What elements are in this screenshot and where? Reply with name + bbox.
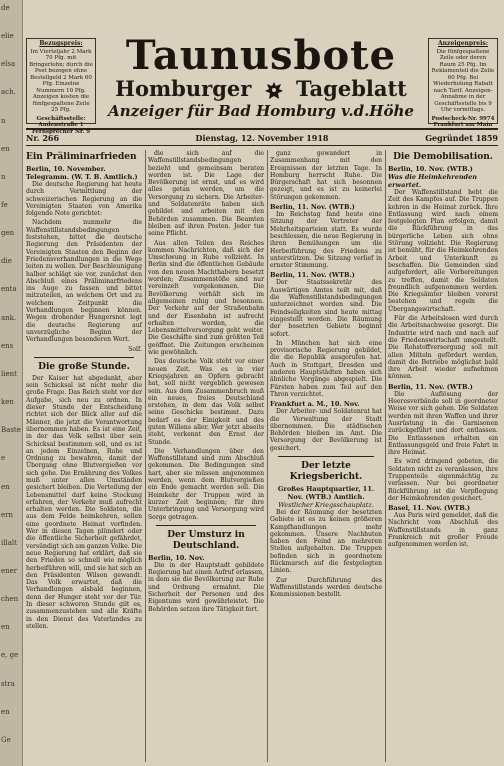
column-4 — [388, 150, 498, 762]
newspaper-title: Taunusbote — [125, 32, 397, 79]
article-paragraph: Bei der Räumung der besetzten Gebiete ist es zu keinen größeren Kampfhandlungen mehr gekommen. Unsere Nachhuten haben den Feind an mehreren Stellen aufgehalten. Die Truppen befinden sich in geordnetem Rückmarsch auf die festgelegten Linien. — [270, 508, 382, 575]
edge-fragment: n — [1, 172, 6, 181]
subtitle-left: Homburger — [115, 76, 252, 101]
column-3 — [270, 150, 382, 762]
edge-fragment: die — [1, 257, 12, 266]
founded-year: Gegründet 1859 — [425, 133, 498, 143]
article-headline: Der Umsturz in Deutschland. — [167, 529, 245, 551]
newspaper-subtitle — [102, 78, 420, 102]
article-separator — [278, 456, 374, 457]
article-headline: Ein Präliminarfrieden — [26, 152, 137, 162]
article-columns — [26, 150, 498, 762]
article-paragraph: Die Auflösung der Heeresverbände soll in geordneter Weise vor sich gehen. Die Soldaten werden mit ihren Waffen und ihrer Ausrüstung in die Garnisonen zurückgeführt und dort entlassen. Die Entlassenen erhalten ein Entlassungsgeld und freie Fahrt in ihre Heimat. — [388, 390, 498, 457]
edge-fragment: ener — [1, 566, 18, 575]
article-subheading: Westlicher Kriegsschauplatz. — [278, 500, 374, 509]
edge-fragment: lient — [1, 369, 17, 378]
article-dateline: Berlin, 11. Nov. (WTB.) — [270, 271, 355, 280]
article-paragraph: Die Verhandlungen über den Waffenstillstand sind zum Abschluß gekommen. Die Bedingungen sind hart, aber sie müssen angenommen werden, wenn dem Blutvergießen ein Ende gemacht werden soll. Die Heimkehr der Truppen wird in kurzer Zeit beginnen; für ihre Unterbringung und Versorgung wird Sorge getragen. — [148, 447, 264, 521]
article-headline: Der letzte Kriegsbericht. — [289, 460, 363, 482]
article-paragraph: Es wird dringend gebeten, die Soldaten nicht zu veranlassen, ihre Truppenteile eigenmächtig zu verlassen. Nur bei geordneter Rückführung ist die Verpflegung der Heimkehrenden gesichert. — [388, 458, 498, 502]
edge-fragment: ens — [1, 341, 14, 350]
article-paragraph: Die in der Hauptstadt gebildete Regierung hat einen Aufruf erlassen, in dem sie die Bevölkerung zur Ruhe und Ordnung ermahnt. Die Sicherheit der Personen und des Eigentums wird gewährleistet. Die Behörden setzen ihre Tätigkeit fort. — [148, 561, 264, 613]
edge-fragment: ken — [1, 398, 14, 407]
advertising-price-box — [428, 38, 498, 128]
masthead — [26, 30, 498, 135]
article-headline: Die große Stunde. — [38, 361, 130, 372]
postal-account: Postscheck-Nr. 9974 Frankfurt am Main — [431, 115, 495, 128]
article-subheading: Was die Heimkehrenden erwartet. — [388, 173, 477, 189]
eagle-crest-icon — [263, 80, 285, 102]
article-dateline: Frankfurt a. M., 10. Nov. — [270, 400, 360, 409]
edge-fragment: n — [1, 116, 6, 125]
edge-fragment: fe — [1, 201, 8, 210]
article-headline: Die Demobilisation. — [393, 152, 493, 162]
title-block — [102, 30, 420, 128]
column-rule — [145, 150, 146, 762]
edge-fragment: Ge — [1, 735, 11, 744]
previous-page-edge — [0, 0, 23, 766]
edge-fragment: en — [1, 707, 10, 716]
article-paragraph: Im Reichstag fand heute eine Sitzung der Vertreter der Mehrheitsparteien statt. Es wurde beschlossen, die neue Regierung in ihren Bemühungen um die Herbeiführung des Friedens zu unterstützen. Die Sitzung verlief in ernster Stimmung. — [270, 211, 382, 270]
article-paragraph: Der Staatssekretär des Auswärtigen Amtes teilt mit, daß die Waffenstillstandsbedingungen unterzeichnet worden sind. Die Feindseligkeiten sind heute mittag eingestellt worden. Die Räumung der besetzten Gebiete beginnt sofort. — [270, 279, 382, 338]
subtitle-right: Tageblatt — [295, 76, 407, 101]
article-dateline: Berlin, 11. Nov. (WTB.) — [270, 203, 355, 212]
article-paragraph: Der Kaiser hat abgedankt, aber sein Schicksal ist nicht mehr die große Frage. Das Reich steht vor der Aufgabe, sich neu zu ordnen. In dieser Stunde der Entscheidung richtet sich der Blick aller auf die Männer, die jetzt die Verantwortung übernommen haben. Es ist eine Zeit, in der das Volk selbst über sein Schicksal bestimmen soll, und es ist an jedem Einzelnen, Ruhe und Ordnung zu bewahren, damit der Übergang ohne Blutvergießen vor sich gehe. Die Ernährung des Volkes muß unter allen Umständen gesichert bleiben. Die Verteilung der Lebensmittel darf keine Stockung erfahren, der Verkehr muß aufrecht erhalten werden. Die Soldaten, die aus dem Felde heimkehren, sollen eine geordnete Heimat vorfinden. Wer in diesen Tagen plündert oder die öffentliche Sicherheit gefährdet, versündigt sich am ganzen Volke. Die neue Regierung hat erklärt, daß sie den Frieden so schnell wie möglich herbeiführen will, und sie hat sich an den Präsidenten Wilson gewandt. Das Volk erwartet, daß die Verhandlungen alsbald beginnen, denn der Hunger steht vor der Tür. In dieser schweren Stunde gilt es, zusammenzustehen und alle Kräfte in den Dienst des Vaterlandes zu stellen. — [26, 374, 142, 630]
article-paragraph: die sich auf die Waffenstillstandsbedingungen bezieht und gemeinsam beraten worden ist. Die Lage der Bevölkerung ist ernst, und es wird alles getan werden, um die Versorgung zu sichern. Die Arbeiter- und Soldatenräte haben sich gebildet und arbeiten mit den Behörden zusammen. Die Beamten bleiben auf ihren Posten. Jeder tue seine Pflicht. — [148, 150, 264, 238]
edge-fragment: stra — [1, 679, 15, 688]
article-paragraph: In München hat sich eine provisorische Regierung gebildet, die die Republik ausgerufen hat. Auch in Stuttgart, Dresden und anderen Hauptstädten haben sich ähnliche Vorgänge abgespielt. Die Fürsten haben zum Teil auf den Thron verzichtet. — [270, 339, 382, 398]
edge-fragment: illalt — [1, 538, 17, 547]
advertising-price-title: Anzeigenpreis: — [438, 40, 488, 47]
issue-date: Dienstag, 12. November 1918 — [195, 133, 329, 143]
edge-fragment: ank. — [1, 313, 17, 322]
article-paragraph: Aus Paris wird gemeldet, daß die Nachricht vom Abschluß des Waffenstillstands in ganz Frankreich mit großer Freude aufgenommen worden ist. — [388, 512, 498, 549]
article-dateline: Berlin, 10. November. Telegramm. (W. T. B. Amtlich.) — [26, 165, 138, 181]
subscription-price-box — [26, 38, 96, 135]
article-paragraph: Für die Arbeitslosen wird durch die Arbeitsnachweise gesorgt. Die Industrie wird nach und nach auf die Friedenswirtschaft umgestellt. Die Rohstoffversorgung soll mit allen Mitteln gefördert werden, damit die Betriebe möglichst bald ihre Arbeit wieder aufnehmen können. — [388, 315, 498, 381]
article-dateline: Großes Hauptquartier, 11. Nov. (WTB.) Amtlich. — [277, 484, 375, 501]
subscription-price-text: Im Vierteljahr 2 Mark 70 Pfg. mit Bringerlohn; durch die Post bezogen ohne Bestellgeld 2 Mark 60 Pfg. Einzelne Nummern 10 Pfg. Anzeigen kosten die fünfgespaltene Zeile 25 Pfg. — [29, 48, 93, 113]
article-paragraph: Aus allen Teilen des Reiches kommen Nachrichten, daß sich der Umschwung in Ruhe vollzieht. In Berlin sind die öffentlichen Gebäude von den neuen Machthabern besetzt worden; Zusammenstöße sind nur vereinzelt vorgekommen. Die Bevölkerung verhält sich im allgemeinen ruhig und besonnen. Der Verkehr auf der Straßenbahn und der Eisenbahn ist aufrecht erhalten worden, die Lebensmittelversorgung geht weiter. Die Geschäfte sind zum größten Teil geöffnet. Die Zeitungen erscheinen wie gewöhnlich. — [148, 239, 264, 357]
article-signature: Solf. — [128, 345, 142, 353]
edge-fragment: elie — [1, 32, 14, 41]
edge-fragment: chen — [1, 595, 19, 604]
edge-fragment: e, ge — [1, 651, 19, 660]
office-address: Geschäftsstelle: Audenstraße 1 Fernsprecher Nr. 9 — [31, 115, 91, 135]
issue-number: Nr. 266 — [26, 133, 60, 143]
column-rule — [385, 150, 386, 762]
edge-fragment: de — [1, 4, 10, 12]
article-paragraph: Das deutsche Volk steht vor einer neuen Zeit. Was es in vier Kriegsjahren an Opfern gebracht hat, soll nicht vergeblich gewesen sein. Aus dem Zusammenbruch muß ein neues, freies Deutschland erstehen, in dem das Volk selbst seine Geschicke bestimmt. Dazu bedarf es der Einigkeit und des guten Willens aller. Wer jetzt abseits steht, verkennt den Ernst der Stunde. — [148, 358, 264, 446]
edge-fragment: Baste — [1, 426, 21, 435]
article-dateline: Berlin, 10. Nov. (WTB.) — [388, 165, 473, 173]
newspaper-sheet — [24, 0, 504, 766]
edge-fragment: ern — [1, 510, 13, 519]
column-1 — [26, 150, 142, 762]
article-separator — [34, 357, 134, 358]
issue-dateline — [26, 131, 498, 146]
article-paragraph: Die deutsche Regierung hat heute durch Vermittlung der schweizerischen Regierung an die Vereinigten Staaten von Amerika folgende Note gerichtet: — [26, 181, 142, 218]
edge-fragment: ach. — [1, 88, 16, 97]
article-paragraph: Der Waffenstillstand hebt die Zeit des Kampfes auf. Die Truppen kehren in die Heimat zurück. Ihre Entlassung wird nach einem festgelegten Plan erfolgen, damit die Rückführung in das bürgerliche Leben sich ohne Störung vollzieht. Die Regierung ist bemüht, für die Heimkehrenden Arbeit und Unterkunft zu beschaffen. Die Gemeinden sind aufgefordert, alle Vorbereitungen zu treffen, damit die Soldaten freundlich aufgenommen werden. Die Kriegsämter bleiben vorerst bestehen und regeln die Übergangswirtschaft. — [388, 189, 498, 313]
subscription-price-title: Bezugspreis: — [39, 40, 83, 47]
article-dateline: Berlin, 10. Nov. — [148, 553, 205, 562]
article-paragraph: Zur Durchführung des Waffenstillstands werden deutsche Kommissionen bestellt. — [270, 576, 382, 599]
article-dateline: Berlin, 11. Nov. (WTB.) — [388, 382, 473, 391]
edge-fragment: en — [1, 482, 10, 491]
newspaper-tagline: Anzeiger für Bad Homburg v.d.Höhe — [108, 101, 414, 120]
edge-fragment: gen — [1, 229, 15, 238]
column-2 — [148, 150, 264, 762]
edge-fragment: en — [1, 623, 10, 632]
edge-fragment: e — [1, 454, 6, 463]
advertising-price-text: Die fünfgespaltene Zeile oder deren Raum 25 Pfg. Im Reklamenteil die Zeile 60 Pfg. Bei Wiederholung Rabatt nach Tarif. Anzeigen-Annahme in der Geschäftsstelle bis 9 Uhr vormittags. — [431, 48, 495, 113]
edge-fragment: enta — [1, 285, 17, 294]
article-dateline: Basel, 11. Nov. (WTB.) — [388, 504, 471, 513]
edge-fragment: elsa — [1, 60, 16, 69]
article-paragraph: ganz gewandert in Zusammenhang mit den Ereignissen der letzten Tage. In Homburg herrscht Ruhe. Die Bürgerschaft hat sich besonnen gezeigt, und es ist zu keinerlei Störungen gekommen. — [270, 150, 382, 201]
article-separator — [156, 525, 256, 526]
article-paragraph: Der Arbeiter- und Soldatenrat hat die Verwaltung der Stadt übernommen. Die städtischen Behörden bleiben im Amt. Die Versorgung der Bevölkerung ist gesichert. — [270, 408, 382, 452]
article-paragraph: Nachdem nunmehr die Waffenstillstandsbedingungen feststehen, bittet die deutsche Regierung den Präsidenten der Vereinigten Staaten den Beginn der Friedensverhandlungen in die Wege leiten zu wollen. Der Beschleunigung halber schlägt sie vor, zunächst den Abschluß eines Präliminarfriedens ins Auge zu fassen und bittet mitzuteilen, an welchem Ort und zu welchem Zeitpunkt die Verhandlungen beginnen können. Wegen drohender Hungersnot legt die deutsche Regierung auf unverzügliche Beginn der Verhandlungen besonderen Wert. — [26, 219, 142, 344]
edge-fragment: en — [1, 144, 10, 153]
column-rule — [267, 150, 268, 762]
